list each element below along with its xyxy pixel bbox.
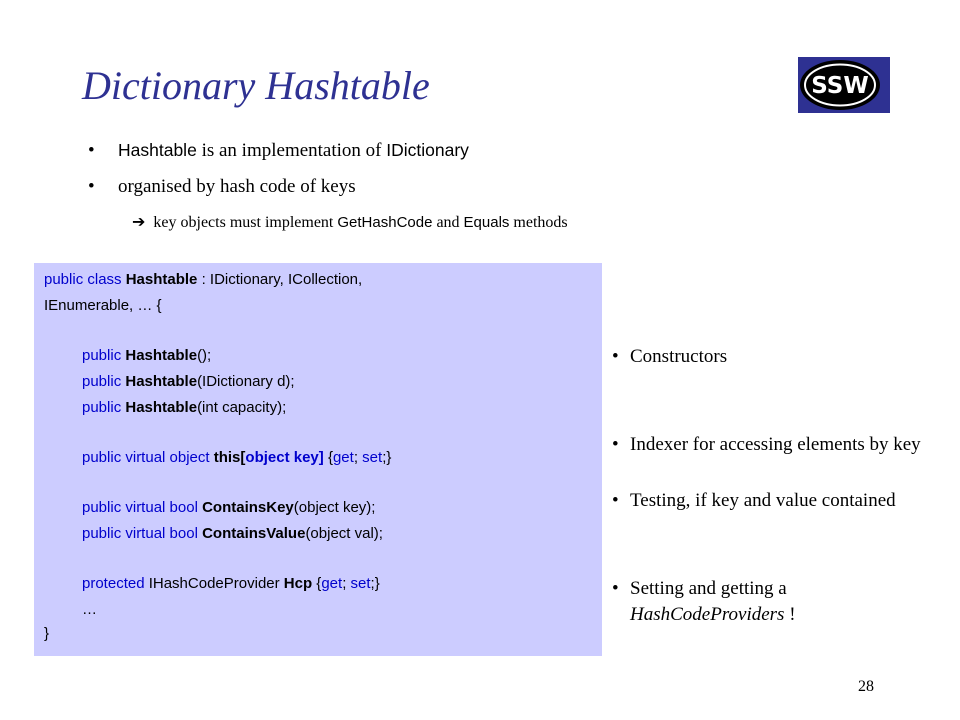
- bullet-dot: •: [612, 434, 619, 455]
- code-text: (object key);: [293, 499, 376, 516]
- bullet-text-part: is an implementation of: [196, 140, 387, 161]
- bullet-item: [88, 176, 848, 212]
- bullet-dot: •: [612, 346, 619, 367]
- arrow-icon: ➔: [132, 214, 146, 231]
- bullet-dot: •: [612, 490, 619, 511]
- page-number: 28: [858, 678, 874, 695]
- code-line-close: }: [44, 625, 50, 642]
- code-text: ;: [353, 449, 363, 466]
- code-text: IHashCodeProvider: [148, 575, 284, 592]
- hashtable-term: Hashtable: [118, 140, 197, 160]
- code-line-ctor-3: [82, 399, 286, 416]
- code-keyword: set: [350, 575, 371, 592]
- code-text: ;}: [370, 575, 380, 592]
- sub-text-part: methods: [509, 214, 568, 231]
- sub-bullet: [132, 212, 568, 232]
- note-text: Testing, if key and value contained: [630, 490, 896, 511]
- note-italic-term: HashCodeProviders: [630, 604, 785, 625]
- code-text: ;}: [382, 449, 392, 466]
- code-text: (IDictionary d);: [197, 373, 295, 390]
- idictionary-term: IDictionary: [386, 140, 469, 160]
- note-text: Indexer for accessing elements by key: [630, 434, 921, 455]
- code-member-name: Hcp: [283, 575, 313, 592]
- code-member-name: ContainsKey: [202, 499, 294, 516]
- code-line-ctor-2: [82, 373, 295, 390]
- slide-title: Dictionary Hashtable: [82, 63, 430, 108]
- gethashcode-term: GetHashCode: [337, 214, 433, 231]
- code-keyword: public virtual bool: [82, 499, 203, 516]
- bullet-list: [88, 140, 848, 212]
- code-line-interfaces: IEnumerable, … {: [44, 297, 162, 314]
- note-item: [612, 432, 930, 458]
- note-text-part: !: [784, 604, 796, 625]
- code-keyword: public: [82, 399, 126, 416]
- bullet-dot: •: [88, 176, 95, 197]
- bullet-text: organised by hash code of keys: [118, 176, 356, 197]
- code-keyword: public virtual bool: [82, 525, 203, 542]
- code-block: [34, 263, 602, 656]
- code-line-ellipsis: …: [82, 601, 97, 618]
- code-keyword: protected: [82, 575, 149, 592]
- code-keyword: get: [332, 449, 354, 466]
- code-keyword: public: [82, 373, 126, 390]
- equals-term: Equals: [463, 214, 510, 231]
- bullet-dot: •: [88, 140, 95, 161]
- code-keyword: public virtual object: [82, 449, 214, 466]
- note-text: [612, 576, 930, 628]
- bullet-dot: •: [612, 578, 619, 599]
- bullet-text: [118, 140, 469, 162]
- note-item: [612, 488, 930, 514]
- code-keyword: public class: [44, 271, 126, 288]
- code-keyword: set: [362, 449, 383, 466]
- code-line-containsvalue: [82, 525, 383, 542]
- bullet-item: [88, 140, 848, 176]
- ssw-logo: [798, 57, 890, 113]
- logo-text: SSW: [811, 73, 869, 99]
- code-text: ();: [197, 347, 212, 364]
- code-member-name: Hashtable: [125, 399, 198, 416]
- code-line-containskey: [82, 499, 375, 516]
- code-line-class-decl: [44, 271, 362, 288]
- code-keyword: public: [82, 347, 126, 364]
- sub-text-part: and: [432, 214, 464, 231]
- code-text: (object val);: [305, 525, 383, 542]
- note-text: Constructors: [630, 346, 728, 367]
- note-item: [612, 344, 930, 370]
- code-member-name: Hashtable: [125, 347, 198, 364]
- sub-text-part: key objects must implement: [153, 214, 338, 231]
- code-line-indexer: [82, 449, 391, 466]
- code-text: ;: [342, 575, 351, 592]
- note-text-part: Setting and getting a: [630, 578, 787, 599]
- code-member-name: ContainsValue: [202, 525, 306, 542]
- note-item: [612, 576, 930, 628]
- code-text: {: [323, 449, 333, 466]
- code-text: {: [312, 575, 322, 592]
- code-member-name: this[: [213, 449, 246, 466]
- code-member-name: Hashtable: [125, 373, 198, 390]
- code-text: : IDictionary, ICollection,: [197, 271, 363, 288]
- code-keyword: get: [321, 575, 343, 592]
- code-param: object key]: [245, 449, 324, 466]
- code-class-name: Hashtable: [125, 271, 198, 288]
- code-line-ctor-1: [82, 347, 211, 364]
- code-text: (int capacity);: [197, 399, 287, 416]
- code-line-hcp: [82, 575, 380, 592]
